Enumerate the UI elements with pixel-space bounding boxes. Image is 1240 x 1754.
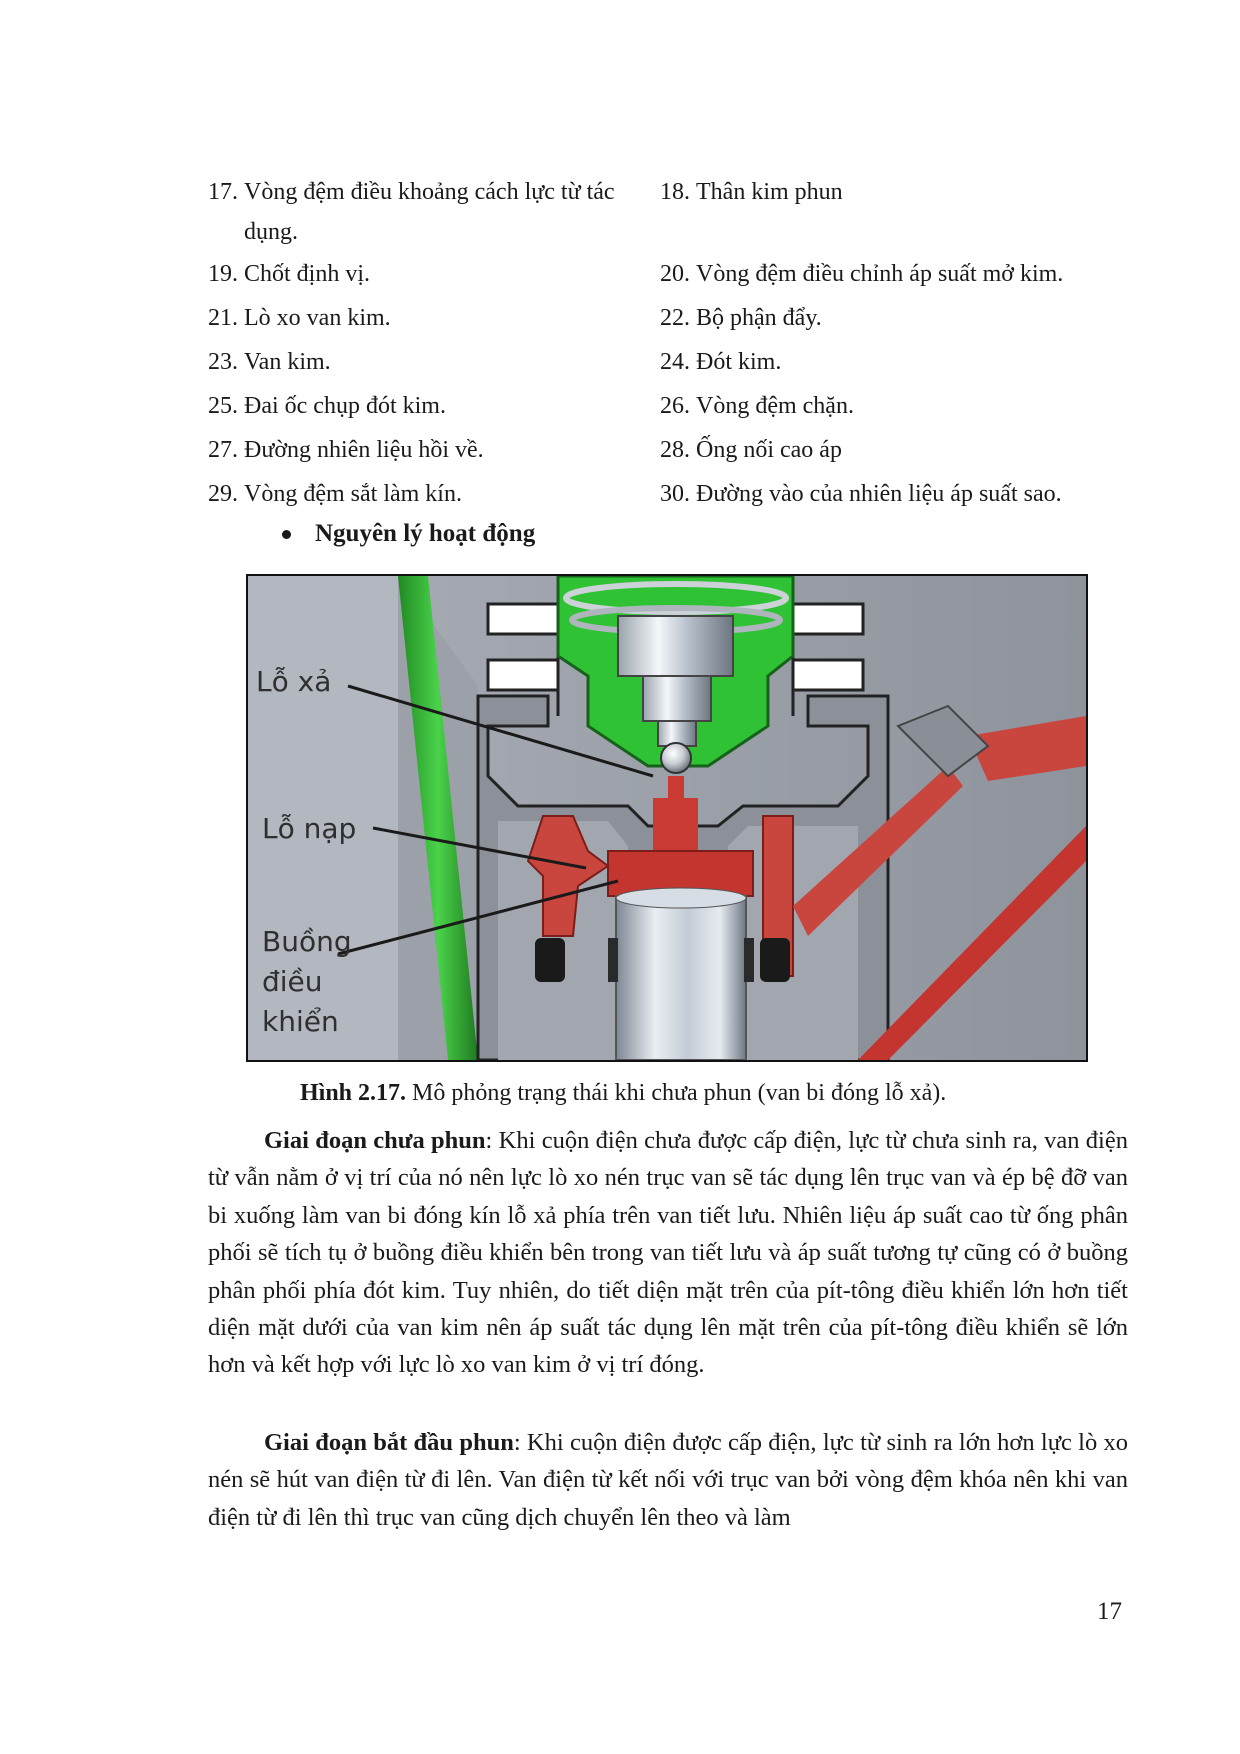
label-buong: Buồng xyxy=(262,925,352,958)
part-item xyxy=(660,340,1138,384)
part-number: 22. xyxy=(660,305,696,331)
part-text: Ống nối cao áp xyxy=(696,437,842,463)
parts-row xyxy=(208,340,1138,384)
paragraph xyxy=(208,1424,1128,1536)
part-text: Đai ốc chụp đót kim. xyxy=(244,393,446,419)
part-text: Vòng đệm điều chỉnh áp suất mở kim. xyxy=(696,261,1064,287)
part-item xyxy=(208,384,660,428)
part-number: 23. xyxy=(208,349,244,375)
section-heading xyxy=(282,520,535,548)
part-number: 27. xyxy=(208,437,244,463)
part-text: Van kim. xyxy=(244,349,331,375)
part-number: 18. xyxy=(660,179,696,205)
part-number: 24. xyxy=(660,349,696,375)
part-number: 20. xyxy=(660,261,696,287)
injector-illustration xyxy=(248,576,1086,1060)
part-item xyxy=(660,428,1138,472)
part-text: Đường vào của nhiên liệu áp suất sao. xyxy=(696,481,1062,507)
part-text: Vòng đệm chặn. xyxy=(696,393,854,419)
part-number: 28. xyxy=(660,437,696,463)
paragraph xyxy=(208,1122,1128,1384)
part-item xyxy=(208,172,660,252)
part-text: Thân kim phun xyxy=(696,179,843,205)
part-item xyxy=(660,252,1138,296)
parts-row xyxy=(208,296,1138,340)
paragraph-text: : Khi cuộn điện được cấp điện, lực từ sinh ra lớn hơn lực lò xo nén sẽ hút van điện từ đi lên. Van điện từ kết nối với trục van bởi vòng đệm khóa nên khi van điện từ đi lên thì trục van cũng dịch chuyển lên theo và làm xyxy=(208,1429,1128,1531)
paragraph-lead: Giai đoạn chưa phun xyxy=(264,1127,486,1154)
part-text: Đường nhiên liệu hồi về. xyxy=(244,437,484,463)
part-item xyxy=(660,172,1138,252)
label-khien: khiển xyxy=(262,1005,339,1038)
part-number: 21. xyxy=(208,305,244,331)
section-heading-text: Nguyên lý hoạt động xyxy=(315,520,536,547)
part-text: Vòng đệm sắt làm kín. xyxy=(244,481,462,507)
part-number: 19. xyxy=(208,261,244,287)
page-number: 17 xyxy=(1097,1598,1122,1625)
part-text: Bộ phận đẩy. xyxy=(696,305,822,331)
label-lo-nap: Lỗ nạp xyxy=(262,812,357,845)
caption-label: Hình 2.17. xyxy=(300,1080,407,1106)
part-text: Lò xo van kim. xyxy=(244,305,391,331)
part-item xyxy=(660,296,1138,340)
injector-figure xyxy=(246,574,1088,1062)
paragraph-lead: Giai đoạn bắt đầu phun xyxy=(264,1429,514,1456)
parts-row xyxy=(208,252,1138,296)
bullet-icon xyxy=(282,530,291,539)
part-number: 29. xyxy=(208,481,244,507)
part-text: Đót kim. xyxy=(696,349,782,375)
part-item xyxy=(208,296,660,340)
part-text: Vòng đệm điều khoảng cách lực từ tác dụng. xyxy=(244,179,615,245)
parts-row xyxy=(208,172,1138,252)
caption-text: Mô phỏng trạng thái khi chưa phun (van bi đóng lỗ xả). xyxy=(406,1080,947,1106)
paragraph-text: : Khi cuộn điện chưa được cấp điện, lực từ chưa sinh ra, van điện từ vẫn nằm ở vị trí của nó nên lực lò xo nén trục van sẽ tác dụng lên trục van và ép bệ đỡ van bi xuống làm van bi đóng kín lỗ xả phía trên van tiết lưu. Nhiên liệu áp suất cao từ ống phân phối sẽ tích tụ ở buồng điều khiển bên trong van tiết lưu và áp suất tương tự cũng có ở buồng phân phối phía đót kim. Tuy nhiên, do tiết diện mặt trên của pít-tông điều khiển lớn hơn tiết diện mặt dưới của van kim nên áp suất tác dụng lên mặt trên của pít-tông điều khiển sẽ lớn hơn và kết hợp với lực lò xo van kim ở vị trí đóng. xyxy=(208,1127,1128,1379)
label-lo-xa: Lỗ xả xyxy=(256,665,332,698)
parts-row xyxy=(208,472,1138,516)
part-number: 25. xyxy=(208,393,244,419)
part-item xyxy=(208,252,660,296)
label-dieu: điều xyxy=(262,965,323,998)
part-item xyxy=(208,428,660,472)
figure-caption xyxy=(300,1080,946,1107)
parts-row xyxy=(208,428,1138,472)
part-number: 26. xyxy=(660,393,696,419)
part-item xyxy=(660,384,1138,428)
part-number: 30. xyxy=(660,481,696,507)
parts-list xyxy=(208,172,1138,516)
part-item xyxy=(660,472,1138,516)
part-number: 17. xyxy=(208,179,244,205)
part-item xyxy=(208,472,660,516)
part-text: Chốt định vị. xyxy=(244,261,371,287)
part-item xyxy=(208,340,660,384)
parts-row xyxy=(208,384,1138,428)
